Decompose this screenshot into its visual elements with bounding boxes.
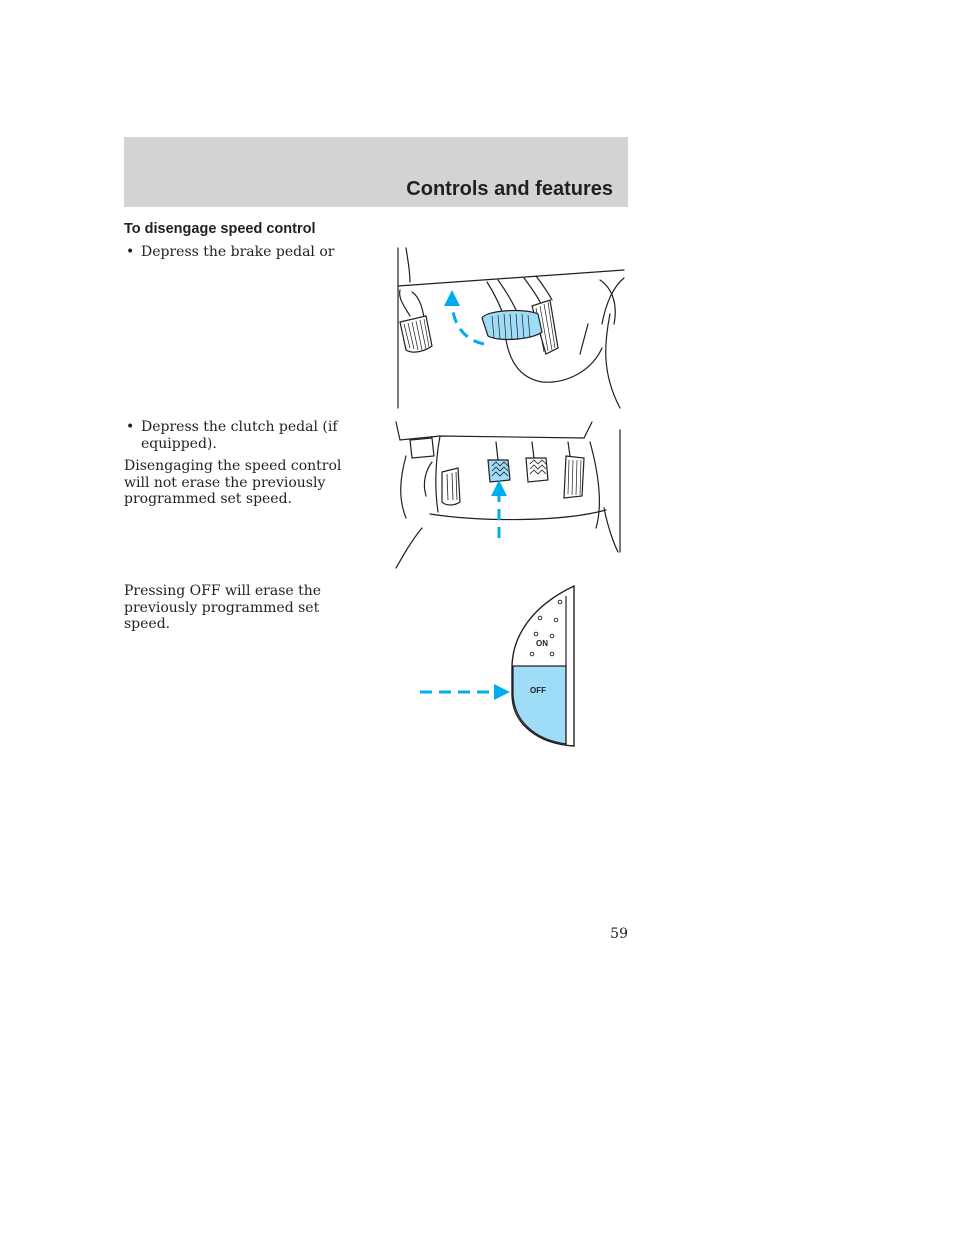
speed-control-switch-illustration [416,584,576,750]
clutch-bullet-text: Depress the clutch pedal (if equipped). [141,419,338,452]
page-number: 59 [610,926,628,942]
clutch-pedal-illustration [392,418,628,570]
page-title: Controls and features [406,178,613,200]
disengage-note: Disengaging the speed control will not erase the previously programmed set speed. [124,458,342,507]
clutch-bullet [124,419,369,452]
switch-on-label: ON [536,639,548,648]
brake-bullet [124,244,369,261]
off-note: Pressing OFF will erase the previously programmed set speed. [124,583,322,632]
header-band [124,137,628,207]
brake-pedal-illustration [392,244,628,412]
brake-bullet-text: Depress the brake pedal or [141,244,335,260]
section-heading: To disengage speed control [124,221,316,237]
bullet-icon: • [126,419,135,435]
bullet-icon: • [126,244,135,260]
switch-off-label: OFF [530,686,546,695]
